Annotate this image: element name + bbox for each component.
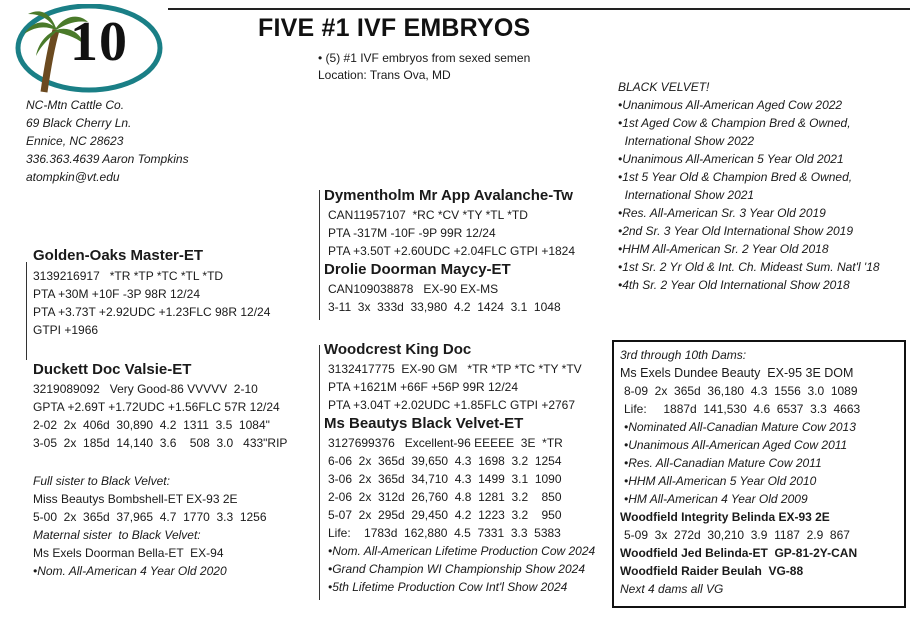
cow1-honor: •HHM All-American 5 Year Old 2010 [624,474,817,488]
dam-block [324,340,595,596]
dams-box-footer: Next 4 dams all VG [620,582,724,596]
dam-record: 2-06 2x 312d 26,760 4.8 1281 3.2 850 [328,490,562,504]
full-sister-label: Full sister to Black Velvet: [33,474,170,488]
maternal-sister-name: Ms Exels Doorman Bella-ET EX-94 [33,546,224,560]
dam-honor: •Grand Champion WI Championship Show 2024 [328,562,586,576]
granddam-line: 3219089092 Very Good-86 VVVVV 2-10 [33,382,258,396]
dam-record: 5-07 2x 295d 29,450 4.2 1223 3.2 950 [328,508,562,522]
location-line: Location: Trans Ova, MD [318,68,451,82]
dam-sire-name: Woodcrest King Doc [324,341,472,358]
dam-record: 3-06 2x 365d 34,710 4.3 1499 3.1 1090 [328,472,562,486]
honor-line: •2nd Sr. 3 Year Old International Show 2019 [618,224,854,238]
lot-number: 10 [70,11,128,73]
honor-line: International Show 2021 [618,188,755,202]
granddam-line: 2-02 2x 406d 30,890 4.2 1311 3.5 1084" [33,418,270,432]
honor-line: •HHM All-American Sr. 2 Year Old 2018 [618,242,829,256]
consignor-address: 69 Black Cherry Ln. [26,116,132,130]
lot-bullets [318,50,530,84]
dam-bracket [319,345,320,600]
consignor-block [26,96,189,186]
consignor-city: Ennice, NC 28623 [26,134,124,148]
maternal-sister-label: Maternal sister to Black Velvet: [33,528,201,542]
honor-line: •1st Aged Cow & Champion Bred & Owned, [618,116,851,130]
black-velvet-honors [618,78,880,294]
sire-dam-line: CAN109038878 EX-90 EX-MS [328,282,499,296]
full-sister-name: Miss Beautys Bombshell-ET EX-93 2E [33,492,238,506]
pedigree-bracket [26,262,27,360]
granddam-line: GPTA +2.69T +1.72UDC +1.56FLC 57R 12/24 [33,400,280,414]
cow2-name: Woodfield Integrity Belinda EX-93 2E [620,510,830,524]
cow1-honor: •HM All-American 4 Year Old 2009 [624,492,808,506]
dam-record: 6-06 2x 365d 39,650 4.3 1698 3.2 1254 [328,454,562,468]
lot-title: FIVE #1 IVF EMBRYOS [258,14,531,42]
granddam-name: Duckett Doc Valsie-ET [33,361,192,378]
sire-line: CAN11957107 *RC *CV *TY *TL *TD [328,208,528,222]
honor-line: •Res. All-American Sr. 3 Year Old 2019 [618,206,826,220]
cow1-honor: •Nominated All-Canadian Mature Cow 2013 [624,420,856,434]
sire-dam-line: 3-11 3x 333d 33,980 4.2 1424 3.1 1048 [328,300,561,314]
grandsire-name: Golden-Oaks Master-ET [33,247,204,264]
dams-box-content [620,346,860,598]
black-velvet-heading: BLACK VELVET! [618,80,710,94]
dam-name: Ms Beautys Black Velvet-ET [324,415,524,432]
sisters-block [33,472,267,580]
sire-bracket [319,190,320,320]
sire-block [324,186,575,316]
cow1-honor: •Res. All-Canadian Mature Cow 2011 [624,456,822,470]
dam-sire-line: PTA +1621M +66F +56P 99R 12/24 [328,380,519,394]
grandsire-line: PTA +30M +10F -3P 98R 12/24 [33,287,200,301]
consignor-name: NC-Mtn Cattle Co. [26,98,125,112]
sire-line: PTA -317M -10F -9P 99R 12/24 [328,226,496,240]
cow3-name: Woodfield Jed Belinda-ET GP-81-2Y-CAN [620,546,858,560]
sire-name: Dymentholm Mr App Avalanche-Tw [324,187,573,204]
honor-line: •Unanimous All-American Aged Cow 2022 [618,98,843,112]
dam-sire-line: PTA +3.04T +2.02UDC +1.85FLC GTPI +2767 [328,398,576,412]
granddam-line: 3-05 2x 185d 14,140 3.6 508 3.0 433"RIP [33,436,288,450]
honor-line: International Show 2022 [618,134,755,148]
dam-lifetime: Life: 1783d 162,880 4.5 7331 3.3 5383 [328,526,561,540]
grandsire-line: GTPI +1966 [33,323,99,337]
cow1-honor: •Unanimous All-American Aged Cow 2011 [624,438,848,452]
grandsire-line: 3139216917 *TR *TP *TC *TL *TD [33,269,224,283]
honor-line: •1st 5 Year Old & Champion Bred & Owned, [618,170,853,184]
dam-sire-line: 3132417775 EX-90 GM *TR *TP *TC *TY *TV [328,362,582,376]
dam-line: 3127699376 Excellent-96 EEEEE 3E *TR [328,436,563,450]
dam-honor: •5th Lifetime Production Cow Int'l Show 2024 [328,580,568,594]
granddam-block [33,360,287,452]
grandsire-block [33,246,270,339]
sire-line: PTA +3.50T +2.60UDC +2.04FLC GTPI +1824 [328,244,576,258]
full-sister-record: 5-00 2x 365d 37,965 4.7 1770 3.3 1256 [33,510,267,524]
dams-box-heading: 3rd through 10th Dams: [620,348,747,362]
dam-honor: •Nom. All-American Lifetime Production Cow 2024 [328,544,596,558]
top-rule [168,8,910,10]
cow1-name: Ms Exels Dundee Beauty EX-95 3E DOM [620,366,854,380]
cow1-lifetime: Life: 1887d 141,530 4.6 6537 3.3 4663 [624,402,861,416]
bullet-line: • (5) #1 IVF embryos from sexed semen [318,51,531,65]
cow4-name: Woodfield Raider Beulah VG-88 [620,564,804,578]
honor-line: •1st Sr. 2 Yr Old & Int. Ch. Mideast Sum. Nat'l '18 [618,260,880,274]
honor-line: •Unanimous All-American 5 Year Old 2021 [618,152,844,166]
cow1-record: 8-09 2x 365d 36,180 4.3 1556 3.0 1089 [624,384,858,398]
maternal-sister-honor: •Nom. All-American 4 Year Old 2020 [33,564,227,578]
honor-line: •4th Sr. 2 Year Old International Show 2018 [618,278,850,292]
sire-dam-name: Drolie Doorman Maycy-ET [324,261,511,278]
consignor-email: atompkin@vt.edu [26,170,120,184]
grandsire-line: PTA +3.73T +2.92UDC +1.23FLC 98R 12/24 [33,305,271,319]
consignor-phone: 336.363.4639 Aaron Tompkins [26,152,189,166]
cow2-record: 5-09 3x 272d 30,210 3.9 1187 2.9 867 [624,528,850,542]
